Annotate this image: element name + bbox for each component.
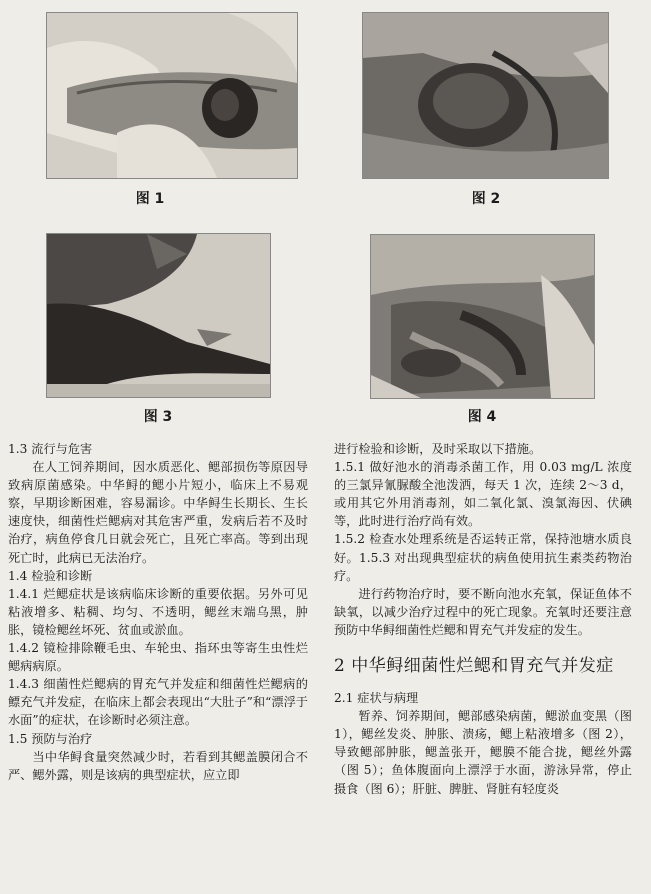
- figure-1-caption: 图 1: [135, 191, 165, 207]
- heading-2-1: 2.1 症状与病理: [334, 691, 419, 706]
- paragraph-1-5-continued: 进行检验和诊断，及时采取以下措施。: [334, 442, 542, 456]
- paragraph-1-5-1: 1.5.1 做好池水的消毒杀菌工作，用 0.03 mg/L 浓度的三氯异氰脲酸全池泼洒，每天 1 次，连续 2～3 d，或用其它外用消毒剂，如二氧化氯、溴氯海因、伏碘等，此时进行治疗尚有效。: [334, 460, 632, 529]
- left-column: [8, 440, 308, 784]
- paragraph-1-5-2: 1.5.2 检查水处理系统是否运转正常，保持池塘水质良好。1.5.3 对出现典型症状的病鱼使用抗生素类药物治疗。: [334, 532, 632, 583]
- heading-1-3: 1.3 流行与危害: [8, 442, 93, 456]
- figure-1-photo: [46, 12, 298, 179]
- paragraph-1-5: 当中华鲟食量突然减少时，若看到其鳃盖膜闭合不严、鳃外露，则是该病的典型症状，应立即: [8, 749, 308, 782]
- heading-1-4: 1.4 检验和诊断: [8, 568, 93, 583]
- paragraph-1-4-3: 1.4.3 细菌性烂鳃病的胃充气并发症和细菌性烂鳃病的鳔充气并发症，在临床上都会表现出“大肚子”和“漂浮于水面”的症状，在诊断时必须注意。: [8, 677, 308, 728]
- paragraph-1-4-1: 1.4.1 烂鳃症状是该病临床诊断的重要依据。另外可见粘液增多、粘稠、均匀、不透明，鳃丝末端乌黑，肿胀，镜检鳃丝坏死、贫血或淤血。: [8, 586, 308, 637]
- heading-1-5: 1.5 预防与治疗: [8, 731, 93, 746]
- right-column: [334, 440, 632, 798]
- figure-2-photo: [362, 12, 609, 179]
- figure-3-caption: 图 3: [143, 409, 173, 425]
- figure-2-image: [363, 13, 608, 178]
- paragraph-1-3: 在人工饲养期间，因水质恶化、鳃部损伤等原因导致病原菌感染。中华鲟的鳃小片短小，临床上不易观察，早期诊断困难，容易漏诊。中华鲟生长期长、生长速度快，细菌性烂鳃病对其危害严重，发病后若不及时治疗，病鱼停食几日就会死亡，且死亡率高。等到出现死亡时，此病已无法治疗。: [8, 460, 308, 565]
- paragraph-1-4-2: 1.4.2 镜检排除鞭毛虫、车轮虫、指环虫等寄生虫性烂鳃病病原。: [8, 641, 308, 674]
- paragraph-treatment: 进行药物治疗时，要不断向池水充氧，保证鱼体不缺氧，以减少治疗过程中的死亡现象。充氧时还要注意预防中华鲟细菌性烂鳃和胃充气并发症的发生。: [334, 586, 632, 637]
- figure-4-photo: [370, 234, 595, 399]
- paragraph-2-1: 暂养、饲养期间，鳃部感染病菌，鳃淤血变黑（图 1），鳃丝发炎、肿胀、溃疡，鳃上粘液增多（图 2），导致鳃部肿胀，鳃盖张开，鳃膜不能合拢，鳃丝外露（图 5）；鱼体腹面向上漂浮于水面，游泳异常，停止摄食（图 6）；肝脏、脾脏、肾脏有轻度炎: [334, 709, 632, 796]
- section-2-title: 2 中华鲟细菌性烂鳃和胃充气并发症: [334, 656, 614, 677]
- figure-4-caption: 图 4: [467, 409, 497, 425]
- figure-4-image: [371, 235, 594, 398]
- figure-1-image: [47, 13, 297, 178]
- figure-2-caption: 图 2: [471, 191, 501, 207]
- figure-3-photo: [46, 233, 271, 398]
- figure-3-image: [47, 234, 270, 397]
